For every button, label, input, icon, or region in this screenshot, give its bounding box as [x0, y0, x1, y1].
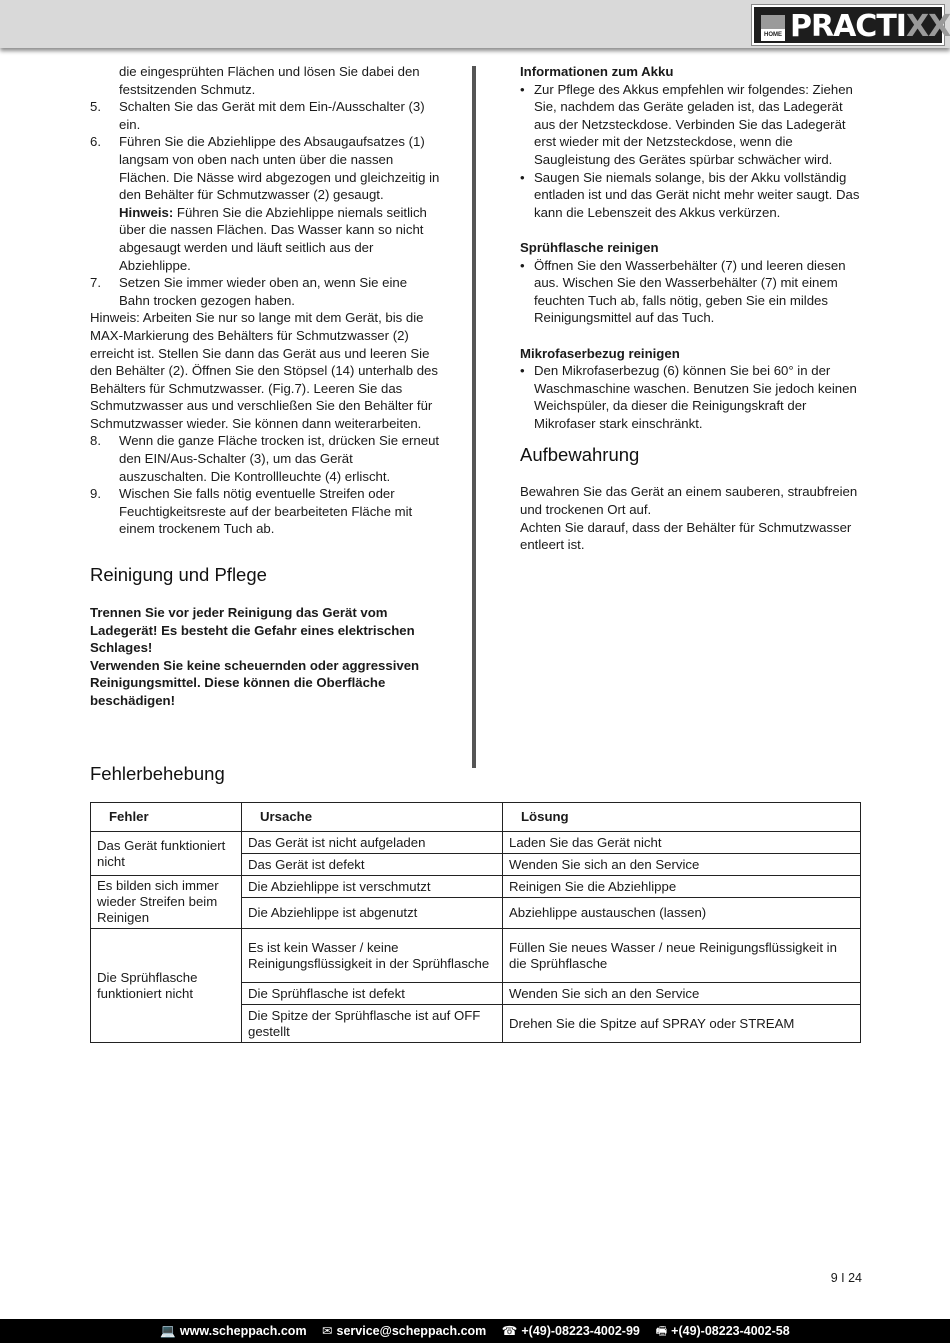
list-item-text: Zur Pflege des Akkus empfehlen wir folgendes: Ziehen Sie, nachdem das Geräte geladen ist, das Ladegerät aus der Netzsteckdose. Verbinden Sie das Ladegerät erst wieder mit der Netzsteckdose, wenn die Saugleistung des Gerätes spürbar schwächer wird.: [534, 81, 853, 167]
bullet-icon: •: [520, 363, 525, 379]
left-column: [90, 63, 440, 710]
mail-icon: ✉: [322, 1324, 333, 1338]
bullet-icon: •: [520, 169, 525, 185]
list-item-text: Öffnen Sie den Wasserbehälter (7) und leeren diesen aus. Wischen Sie den Wasserbehälter (7) mit einem feuchten Tuch ab, falls nötig, geben Sie ein mildes Reinigungsmittel auf das Tuch.: [534, 257, 846, 326]
column-header: Lösung: [503, 803, 861, 832]
warning-abrasive: Verwenden Sie keine scheuernden oder aggressiven Reinigungsmittel. Diese können die Oberfläche beschädigen!: [90, 657, 420, 708]
fault-cell: Es bilden sich immer wieder Streifen beim Reinigen: [91, 876, 242, 929]
troubleshooting-table: [90, 802, 861, 1043]
step-number: 9.: [90, 486, 101, 502]
step-number: 5.: [90, 99, 101, 115]
step-text: Setzen Sie immer wieder oben an, wenn Sie eine Bahn trocken gezogen haben.: [119, 275, 408, 308]
subheading-battery: Informationen zum Akku: [520, 64, 674, 79]
fax-icon: 🖷: [655, 1324, 668, 1338]
footer-fax: [655, 1324, 789, 1338]
solution-cell: Laden Sie das Gerät nicht: [503, 832, 861, 854]
section-heading-troubleshooting: Fehlerbehebung: [90, 763, 225, 784]
column-header: Ursache: [242, 803, 503, 832]
table-header-row: [91, 803, 861, 832]
home-icon: [761, 15, 785, 29]
footer-bar: [0, 1319, 950, 1343]
section-heading-storage: Aufbewahrung: [520, 444, 640, 466]
solution-cell: Füllen Sie neues Wasser / neue Reinigungsflüssigkeit in die Sprühflasche: [503, 929, 861, 983]
logo-wordmark-xx: XX: [905, 9, 950, 44]
cause-cell: Das Gerät ist nicht aufgeladen: [242, 832, 503, 854]
column-divider: [472, 66, 476, 768]
step-6-hint: [90, 204, 440, 274]
step-text: Wischen Sie falls nötig eventuelle Streifen oder Feuchtigkeitsreste auf der bearbeiteten Fläche mit einem trockenem Tuch ab.: [119, 486, 413, 537]
list-item: [520, 81, 865, 169]
step-text: Schalten Sie das Gerät mit dem Ein-/Ausschalter (3) ein.: [119, 99, 425, 132]
step-number: 7.: [90, 275, 101, 291]
table-row: [91, 929, 861, 983]
hint-label: Hinweis:: [119, 204, 174, 220]
footer-phone[interactable]: [502, 1324, 640, 1338]
table-row: [91, 876, 861, 898]
logo-home-label: HOME: [764, 32, 782, 38]
cause-cell: Es ist kein Wasser / keine Reinigungsflüssigkeit in der Sprühflasche: [242, 929, 503, 983]
step-continuation: die eingesprühten Flächen und lösen Sie dabei den festsitzenden Schmutz.: [119, 64, 420, 97]
list-item-text: Saugen Sie niemals solange, bis der Akku vollständig entladen ist und das Gerät nicht mehr weiter saugt. Das kann die Lebenszeit des Akkus verkürzen.: [534, 169, 860, 220]
right-column: [520, 63, 865, 554]
email-text: service@scheppach.com: [336, 1324, 487, 1338]
step-8: [90, 432, 440, 485]
table-row: [91, 832, 861, 854]
logo-wordmark-main: PRACTI: [790, 9, 906, 44]
hint-paragraph: Hinweis: Arbeiten Sie nur so lange mit dem Gerät, bis die MAX-Markierung des Behälters für Schmutzwasser (2) erreicht ist. Stellen Sie dann das Gerät aus und leeren Sie den Behälter (2). Öffnen Sie den Stöpsel (14) unterhalb des Behälters für Schmutzwasser. (Fig.7). Leeren Sie das Schmutzwasser aus und verschließen Sie den Behälter für Schmutzwasser wieder. Sie können dann weiterarbeiten.: [90, 310, 438, 431]
hint-text: Führen Sie die Abziehlippe niemals seitlich über die nassen Flächen. Das Wasser kann so nicht abgesaugt werden und läuft seitlich aus der Abziehlippe.: [119, 204, 427, 273]
step-number: 6.: [90, 134, 101, 150]
logo-wordmark: [790, 9, 950, 45]
solution-cell: Wenden Sie sich an den Service: [503, 854, 861, 876]
brand-logo: [752, 5, 950, 45]
list-item: [520, 257, 865, 327]
step-text: Wenn die ganze Fläche trocken ist, drücken Sie erneut den EIN/Aus-Schalter (3), um das Gerät auszuschalten. Die Kontrollleuchte (4) erlischt.: [119, 433, 440, 484]
step-number: 8.: [90, 433, 101, 449]
cause-cell: Die Spitze der Sprühflasche ist auf OFF gestellt: [242, 1005, 503, 1043]
phone-text: +(49)-08223-4002-99: [521, 1324, 640, 1338]
cause-cell: Die Sprühflasche ist defekt: [242, 983, 503, 1005]
warning-disconnect: Trennen Sie vor jeder Reinigung das Gerät vom Ladegerät! Es besteht die Gefahr eines elektrischen Schlages!: [90, 605, 415, 656]
cause-cell: Die Abziehlippe ist abgenutzt: [242, 898, 503, 929]
subheading-spray-bottle: Sprühflasche reinigen: [520, 239, 659, 255]
step-7: [90, 274, 440, 309]
website-text: www.scheppach.com: [179, 1324, 307, 1338]
solution-cell: Drehen Sie die Spitze auf SPRAY oder STREAM: [503, 1005, 861, 1043]
section-heading-cleaning: Reinigung und Pflege: [90, 564, 267, 586]
list-item: [520, 169, 865, 222]
step-5: [90, 98, 440, 133]
step-6: [90, 133, 440, 203]
step-text: Führen Sie die Abziehlippe des Absaugaufsatzes (1) langsam von oben nach unten über die nassen Flächen. Die Nässe wird abgezogen und gleichzeitig in den Behälter für Schmutzwasser (2) gesaugt.: [119, 134, 440, 203]
fault-cell: Das Gerät funktioniert nicht: [91, 832, 242, 876]
cause-cell: Das Gerät ist defekt: [242, 854, 503, 876]
subheading-microfiber: Mikrofaserbezug reinigen: [520, 345, 680, 361]
phone-icon: ☎: [501, 1324, 518, 1338]
cause-cell: Die Abziehlippe ist verschmutzt: [242, 876, 503, 898]
storage-text: Bewahren Sie das Gerät an einem sauberen, straubfreien und trockenen Ort auf.: [520, 484, 858, 518]
logo-home-mark: [761, 15, 785, 41]
fault-cell: Die Sprühflasche funktioniert nicht: [91, 929, 242, 1043]
list-item: [520, 362, 865, 432]
solution-cell: Reinigen Sie die Abziehlippe: [503, 876, 861, 898]
step-9: [90, 485, 440, 538]
storage-text: Achten Sie darauf, dass der Behälter für Schmutzwasser entleert ist.: [520, 519, 852, 553]
solution-cell: Wenden Sie sich an den Service: [503, 983, 861, 1005]
footer-website[interactable]: [160, 1324, 306, 1338]
fax-text: +(49)-08223-4002-58: [671, 1324, 790, 1338]
computer-icon: 💻: [160, 1324, 176, 1338]
solution-cell: Abziehlippe austauschen (lassen): [503, 898, 861, 929]
bullet-icon: •: [520, 257, 525, 273]
page-number: 9 I 24: [830, 1271, 862, 1285]
list-item-text: Den Mikrofaserbezug (6) können Sie bei 60° in der Waschmaschine waschen. Benutzen Sie jedoch keinen Weichspüler, da dieser die Reinigungskraft der Mikrofaser stark einschränkt.: [534, 363, 857, 431]
bullet-icon: •: [520, 81, 525, 97]
column-header: Fehler: [91, 803, 242, 832]
footer-email[interactable]: [322, 1324, 486, 1338]
